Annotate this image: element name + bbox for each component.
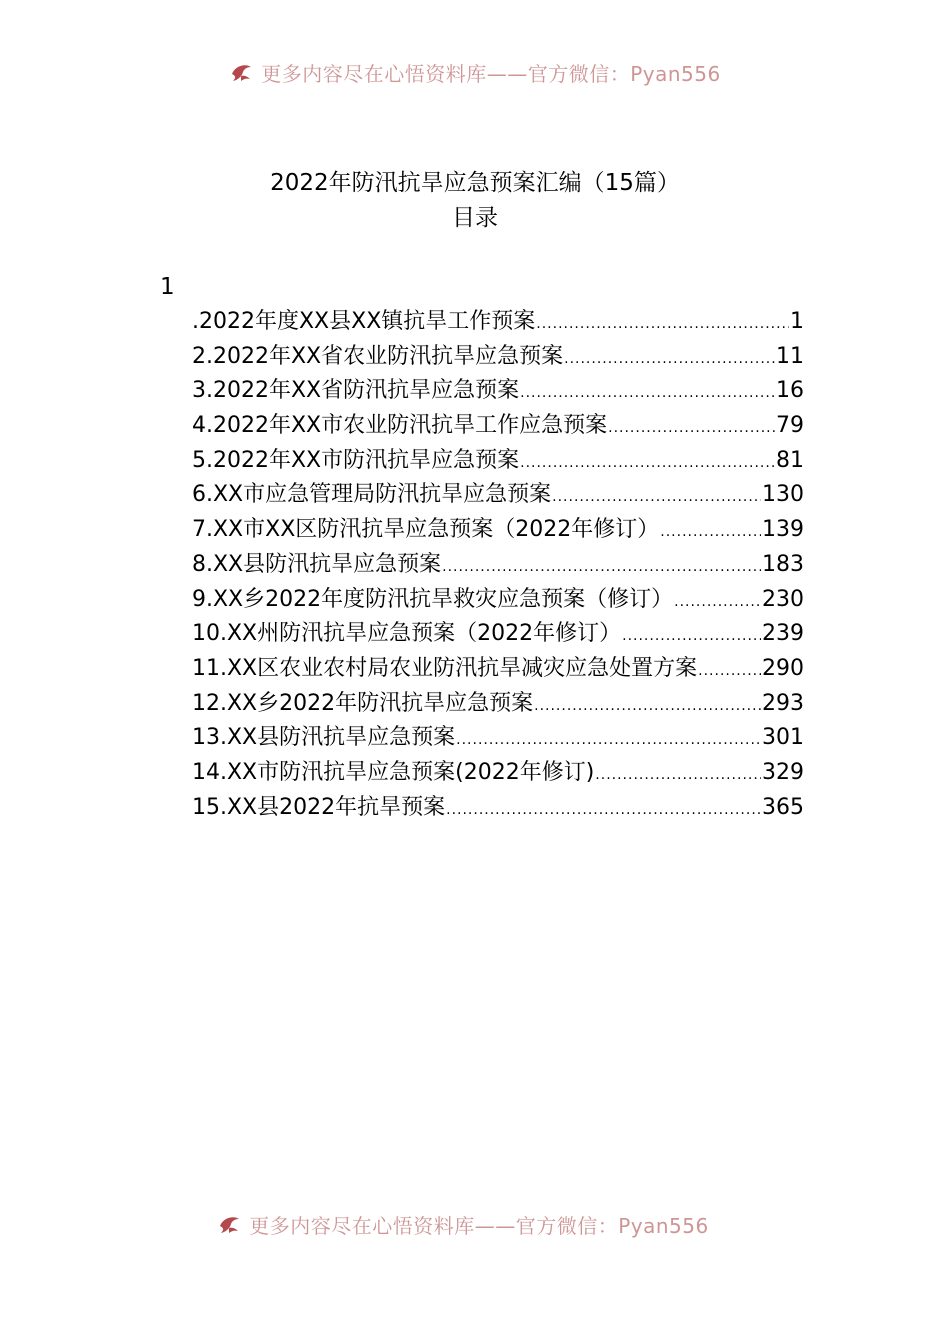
toc-page-number: 239: [762, 621, 804, 647]
toc-page-number: 301: [762, 725, 804, 751]
toc-entry-title: 3.2022年XX省防汛抗旱应急预案: [192, 378, 520, 404]
toc-dot-leader: [534, 689, 761, 722]
toc-entry[interactable]: [192, 756, 804, 791]
toc-page-number: 230: [762, 586, 804, 612]
toc-dot-leader: [520, 376, 775, 409]
toc-page-number: 293: [762, 690, 804, 716]
toc-dot-leader: [520, 446, 775, 479]
dolphin-logo-icon: [229, 60, 255, 84]
toc-page-number: 365: [762, 794, 804, 820]
toc-page-number: 130: [762, 482, 804, 508]
toc-entry[interactable]: [192, 340, 804, 375]
toc-entry[interactable]: [192, 687, 804, 722]
toc-entry[interactable]: [192, 548, 804, 583]
toc-dot-leader: [698, 654, 761, 687]
toc-dot-leader: [660, 515, 761, 548]
toc-entry-title: 5.2022年XX市防汛抗旱应急预案: [192, 447, 520, 473]
toc-entry-title: 2.2022年XX省农业防汛抗旱应急预案: [192, 343, 564, 369]
toc-entry-title: 7.XX市XX区防汛抗旱应急预案（2022年修订）: [192, 517, 660, 543]
toc-entry[interactable]: [192, 444, 804, 479]
toc-heading: 目录: [452, 205, 498, 231]
toc-page-number: 139: [762, 517, 804, 543]
toc-dot-leader: [622, 619, 761, 652]
toc-entry-title: 12.XX乡2022年防汛抗旱应急预案: [192, 690, 534, 716]
toc-entry-title: .2022年度XX县XX镇抗旱工作预案: [192, 309, 536, 334]
toc-dot-leader: [456, 723, 761, 756]
toc-dot-leader: [608, 411, 775, 444]
document-title: 2022年防汛抗旱应急预案汇编（15篇）: [270, 170, 680, 196]
toc-marker: 1: [160, 274, 175, 300]
toc-entry[interactable]: [192, 409, 804, 444]
footer-watermark: [0, 1208, 950, 1240]
toc-page-number: 1: [790, 309, 804, 334]
toc-page-number: 290: [762, 655, 804, 681]
toc-page-number: 79: [776, 413, 804, 439]
toc-dot-leader: [536, 307, 789, 340]
toc-entry[interactable]: [192, 513, 804, 548]
toc-page-number: 329: [762, 759, 804, 785]
toc-entry-title: 13.XX县防汛抗旱应急预案: [192, 725, 456, 751]
toc-entry[interactable]: [192, 305, 804, 340]
table-of-contents: [192, 305, 804, 825]
toc-entry-title: 10.XX州防汛抗旱应急预案（2022年修订）: [192, 621, 622, 647]
toc-entry[interactable]: [192, 478, 804, 513]
toc-entry-title: 8.XX县防汛抗旱应急预案: [192, 551, 442, 577]
toc-dot-leader: [595, 758, 761, 791]
toc-entry[interactable]: [192, 617, 804, 652]
toc-entry[interactable]: [192, 791, 804, 826]
watermark-text: 更多内容尽在心悟资料库——官方微信：Pyan556: [261, 61, 721, 86]
toc-dot-leader: [674, 585, 761, 618]
toc-entry-title: 11.XX区农业农村局农业防汛抗旱减灾应急处置方案: [192, 655, 698, 681]
toc-dot-leader: [552, 480, 761, 513]
toc-entry[interactable]: [192, 652, 804, 687]
toc-entry-title: 9.XX乡2022年度防汛抗旱救灾应急预案（修订）: [192, 586, 674, 612]
toc-page-number: 81: [776, 447, 804, 473]
toc-entry-title: 6.XX市应急管理局防汛抗旱应急预案: [192, 482, 552, 508]
toc-page-number: 183: [762, 551, 804, 577]
toc-entry-title: 4.2022年XX市农业防汛抗旱工作应急预案: [192, 413, 608, 439]
watermark-text: 更多内容尽在心悟资料库——官方微信：Pyan556: [249, 1213, 709, 1238]
toc-dot-leader: [564, 342, 775, 375]
toc-dot-leader: [442, 550, 761, 583]
toc-entry[interactable]: [192, 583, 804, 618]
toc-page-number: 11: [776, 343, 804, 369]
toc-entry-title: 14.XX市防汛抗旱应急预案(2022年修订): [192, 759, 595, 785]
dolphin-logo-icon: [217, 1212, 243, 1236]
toc-entry[interactable]: [192, 721, 804, 756]
toc-page-number: 16: [776, 378, 804, 404]
header-watermark: [0, 56, 950, 88]
toc-entry-title: 15.XX县2022年抗旱预案: [192, 794, 446, 820]
toc-entry[interactable]: [192, 374, 804, 409]
toc-dot-leader: [446, 793, 761, 826]
